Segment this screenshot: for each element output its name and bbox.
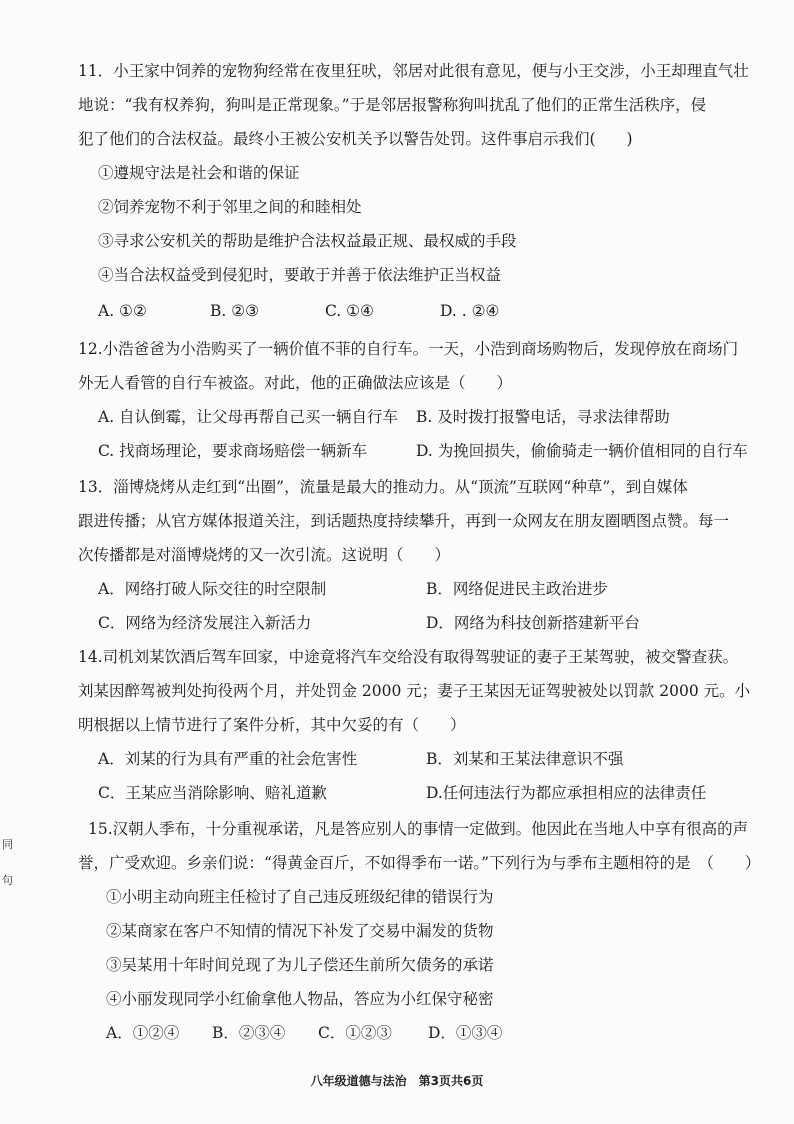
- q15-item-4: ④小丽发现同学小红偷拿他人物品，答应为小红保守秘密: [106, 990, 494, 1008]
- q15-item-2: ②某商家在客户不知情的情况下补发了交易中漏发的货物: [106, 922, 494, 940]
- q13-line-3: 次传播都是对淄博烧烤的又一次引流。这说明（ ）: [78, 546, 451, 564]
- q14-option-b: B．刘某和王某法律意识不强: [426, 750, 624, 768]
- q11-item-1: ①遵规守法是社会和谐的保证: [98, 164, 300, 182]
- q11-item-4: ④当合法权益受到侵犯时，要敢于并善于依法维护正当权益: [98, 266, 502, 284]
- margin-mark-1: 同: [2, 838, 13, 851]
- q14-line-2: 刘某因醉驾被判处拘役两个月，并处罚金 2000 元；妻子王某因无证驾驶被处以罚款 2000 元。小: [78, 682, 751, 700]
- q15-item-3: ③吴某用十年时间兑现了为儿子偿还生前所欠债务的承诺: [106, 956, 494, 974]
- q11-line-3: 犯了他们的合法权益。最终小王被公安机关予以警告处罚。这件事启示我们( ): [78, 130, 633, 148]
- q12-option-a: A. 自认倒霉，让父母再帮自己买一辆自行车: [98, 408, 399, 426]
- q13-option-d: D．网络为科技创新搭建新平台: [426, 614, 640, 632]
- q14-option-d: D.任何违法行为都应承担相应的法律责任: [426, 784, 707, 802]
- q15-option-a: A．①②④: [106, 1024, 180, 1042]
- q11-item-2: ②饲养宠物不利于邻里之间的和睦相处: [98, 198, 362, 216]
- q11-option-a: A. ①②: [98, 302, 147, 320]
- q15-option-c: C．①②③: [318, 1024, 392, 1042]
- q12-line-2: 外无人看管的自行车被盗。对此，他的正确做法应该是（ ）: [78, 374, 513, 392]
- q15-line-2: 誉，广受欢迎。乡亲们说：“得黄金百斤，不如得季布一诺。”下列行为与季布主题相符的是 （ ）: [78, 854, 761, 872]
- q11-option-b: B. ②③: [210, 302, 260, 320]
- q14-option-c: C．王某应当消除影响、赔礼道歉: [98, 784, 327, 802]
- q11-line-2: 地说：“我有权养狗，狗叫是正常现象。”于是邻居报警称狗叫扰乱了他们的正常生活秩序，侵: [78, 96, 707, 114]
- q13-line-2: 跟进传播；从官方媒体报道关注，到话题热度持续攀升，再到一众网友在朋友圈晒图点赞。每一: [78, 512, 730, 530]
- q14-line-1: 14.司机刘某饮酒后驾车回家，中途竟将汽车交给没有取得驾驶证的妻子王某驾驶，被交警查获。: [78, 648, 739, 666]
- q13-option-c: C．网络为经济发展注入新活力: [98, 614, 312, 632]
- q13-option-a: A．网络打破人际交往的时空限制: [98, 580, 327, 598]
- q14-option-a: A．刘某的行为具有严重的社会危害性: [98, 750, 358, 768]
- page-footer: 八年级道德与法治 第3页共6页: [310, 1074, 484, 1088]
- q12-option-d: D. 为挽回损失，偷偷骑走一辆价值相同的自行车: [416, 442, 748, 460]
- q11-line-1: 11．小王家中饲养的宠物狗经常在夜里狂吠，邻居对此很有意见，便与小王交涉，小王却理直气壮: [78, 62, 749, 80]
- q13-line-1: 13．淄博烧烤从走红到“出圈”，流量是最大的推动力。从“顶流”互联网“种草”，到自媒体: [78, 478, 688, 496]
- q11-option-c: C. ①④: [325, 302, 374, 320]
- q14-line-3: 明根据以上情节进行了案件分析，其中欠妥的有（ ）: [78, 716, 466, 734]
- q12-line-1: 12.小浩爸爸为小浩购买了一辆价值不菲的自行车。一天，小浩到商场购物后，发现停放在商场门: [78, 340, 739, 358]
- margin-mark-2: 句: [2, 874, 13, 887]
- q11-option-d: D. . ②④: [440, 302, 500, 320]
- q15-item-1: ①小明主动向班主任检讨了自己违反班级纪律的错误行为: [106, 888, 494, 906]
- q15-option-d: D．①③④: [428, 1024, 503, 1042]
- q13-option-b: B．网络促进民主政治进步: [426, 580, 608, 598]
- q11-item-3: ③寻求公安机关的帮助是维护合法权益最正规、最权威的手段: [98, 232, 517, 250]
- q12-option-c: C. 找商场理论，要求商场赔偿一辆新车: [98, 442, 368, 460]
- q15-line-1: 15.汉朝人季布，十分重视承诺，凡是答应别人的事情一定做到。他因此在当地人中享有很高的声: [88, 820, 749, 838]
- q12-option-b: B. 及时拨打报警电话，寻求法律帮助: [416, 408, 670, 426]
- q15-option-b: B．②③④: [212, 1024, 286, 1042]
